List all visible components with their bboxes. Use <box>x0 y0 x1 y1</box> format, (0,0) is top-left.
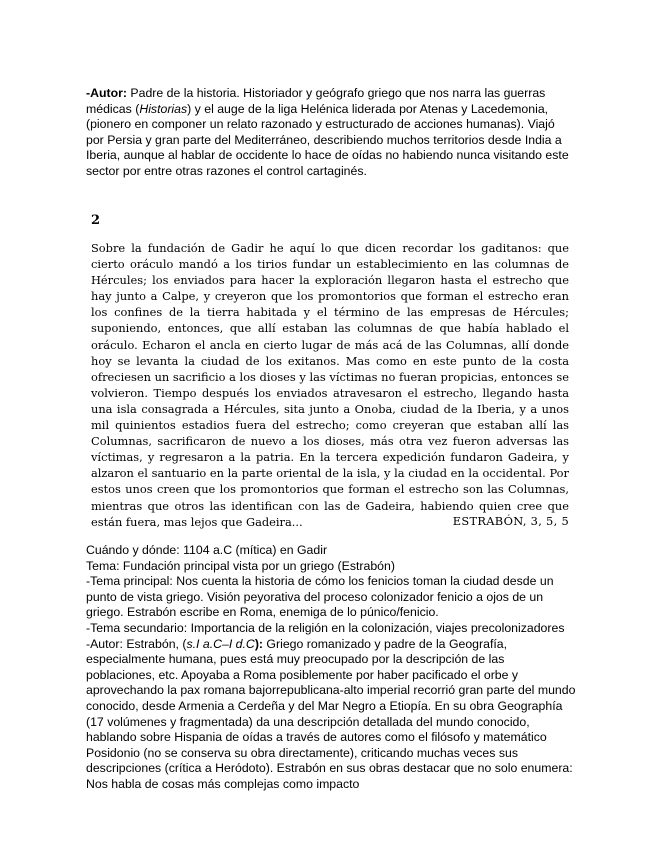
note-tema-secundario: -Tema secundario: Importancia de la religión en la colonización, viajes precolonizadores <box>86 620 565 635</box>
intro-paragraph <box>86 86 574 180</box>
note-autor <box>86 637 576 793</box>
intro-text-1: Padre de la historia. Historiador y geógrafo griego que nos narra las guerras médicas ( <box>86 86 546 116</box>
passage-attribution: ESTRABÓN, 3, 5, 5 <box>452 514 569 528</box>
note-autor-prefix: -Autor: Estrabón, ( <box>86 636 187 651</box>
source-passage: Sobre la fundación de Gadir he aquí lo que dicen recordar los gaditanos: que cierto oráculo mandó a los tirios fundar un establecimiento en las columnas de Hércules; los enviados para hacer la exploración llegaron hasta el estrecho que hay junto a Calpe, y creyeron que los promontorios que forman el estrecho eran los confines de la tierra habitada y el término de las empresas de Hércules; suponiendo, entonces, que allí estaban las columnas de que había hablado el oráculo. Echaron el ancla en cierto lugar de más acá de las Columnas, allí donde hoy se levanta la ciudad de los exitanos. Mas como en este punto de la costa ofreciesen un sacrificio a los dioses y las víctimas no fueran propicias, entonces se volvieron. Tiempo después los enviados atravesaron el estrecho, llegando hasta una isla consagrada a Hércules, sita junto a Onoba, ciudad de la Iberia, y a unos mil quinientos estadios fuera del estrecho; como creyeran que estaban allí las Columnas, sacrificaron de nuevo a los dioses, más otra vez fueron adversas las víctimas, y regresaron a la patria. En la tercera expedición fundaron Gadeira, y alzaron el santuario en la parte oriental de la isla, y la ciudad en la occidental. Por estos unos creen que los promontorios que forman el estrecho son las Columnas, mientras que otros las identifican con las de Gadeira, habiendo quien cree que están fuera, mas lejos que Gadeira... <box>91 241 569 529</box>
intro-text-2: ) y el auge de la liga Helénica liderada por Atenas y Lacedemonia, (pionero en componer un relato razonado y estructurado de acciones humanas). Viajó por Persia y gran parte del Mediterráneo, describiendo muchos territorios desde India a Iberia, aunque al hablar de occidente lo hace de oídas no habiendo nunca visitando este sector por entre otras razones el control cartaginés. <box>86 101 569 178</box>
note-autor-close: ): <box>254 636 264 651</box>
note-tema-principal: -Tema principal: Nos cuenta la historia de cómo los fenicios toman la ciudad desde un punto de vista griego. Visión peyorativa del proceso colonizador fenicio a ojos de un griego. Estrabón escribe en Roma, enemiga de lo púnico/fenicio. <box>86 574 554 620</box>
intro-author-label: -Autor: <box>86 86 127 100</box>
intro-work-title: Historias <box>139 101 188 116</box>
passage-number: 2 <box>91 213 101 228</box>
commentary-notes <box>86 543 576 793</box>
note-tema: Tema: Fundación principal vista por un griego (Estrabón) <box>86 558 395 573</box>
note-when-where: Cuándo y dónde: 1104 a.C (mítica) en Gadir <box>86 543 328 557</box>
note-autor-text: Griego romanizado y padre de la Geografía, especialmente humana, pues está muy preocupado por la descripción de las poblaciones, etc. Apoyaba a Roma posiblemente por haber pacificado el orbe y aprovechando la pax romana bajorrepublicana-alto imperial recorrió gran parte del mundo conocido, desde Armenia a Cerdeña y del Mar Negro a Etiopía. En su obra Geographía (17 volúmenes y fragmentada) da una descripción detallada del mundo conocido, hablando sobre Hispania de oídas a través de autores como el filósofo y matemático Posidonio (no se conserva su obra directamente), criticando muchas veces sus descripciones (crítica a Heródoto). Estrabón en sus obras destacar que no solo enumera: Nos habla de cosas más complejas como impacto <box>86 636 576 791</box>
note-autor-dates: s.I a.C–I d.C <box>186 636 255 651</box>
